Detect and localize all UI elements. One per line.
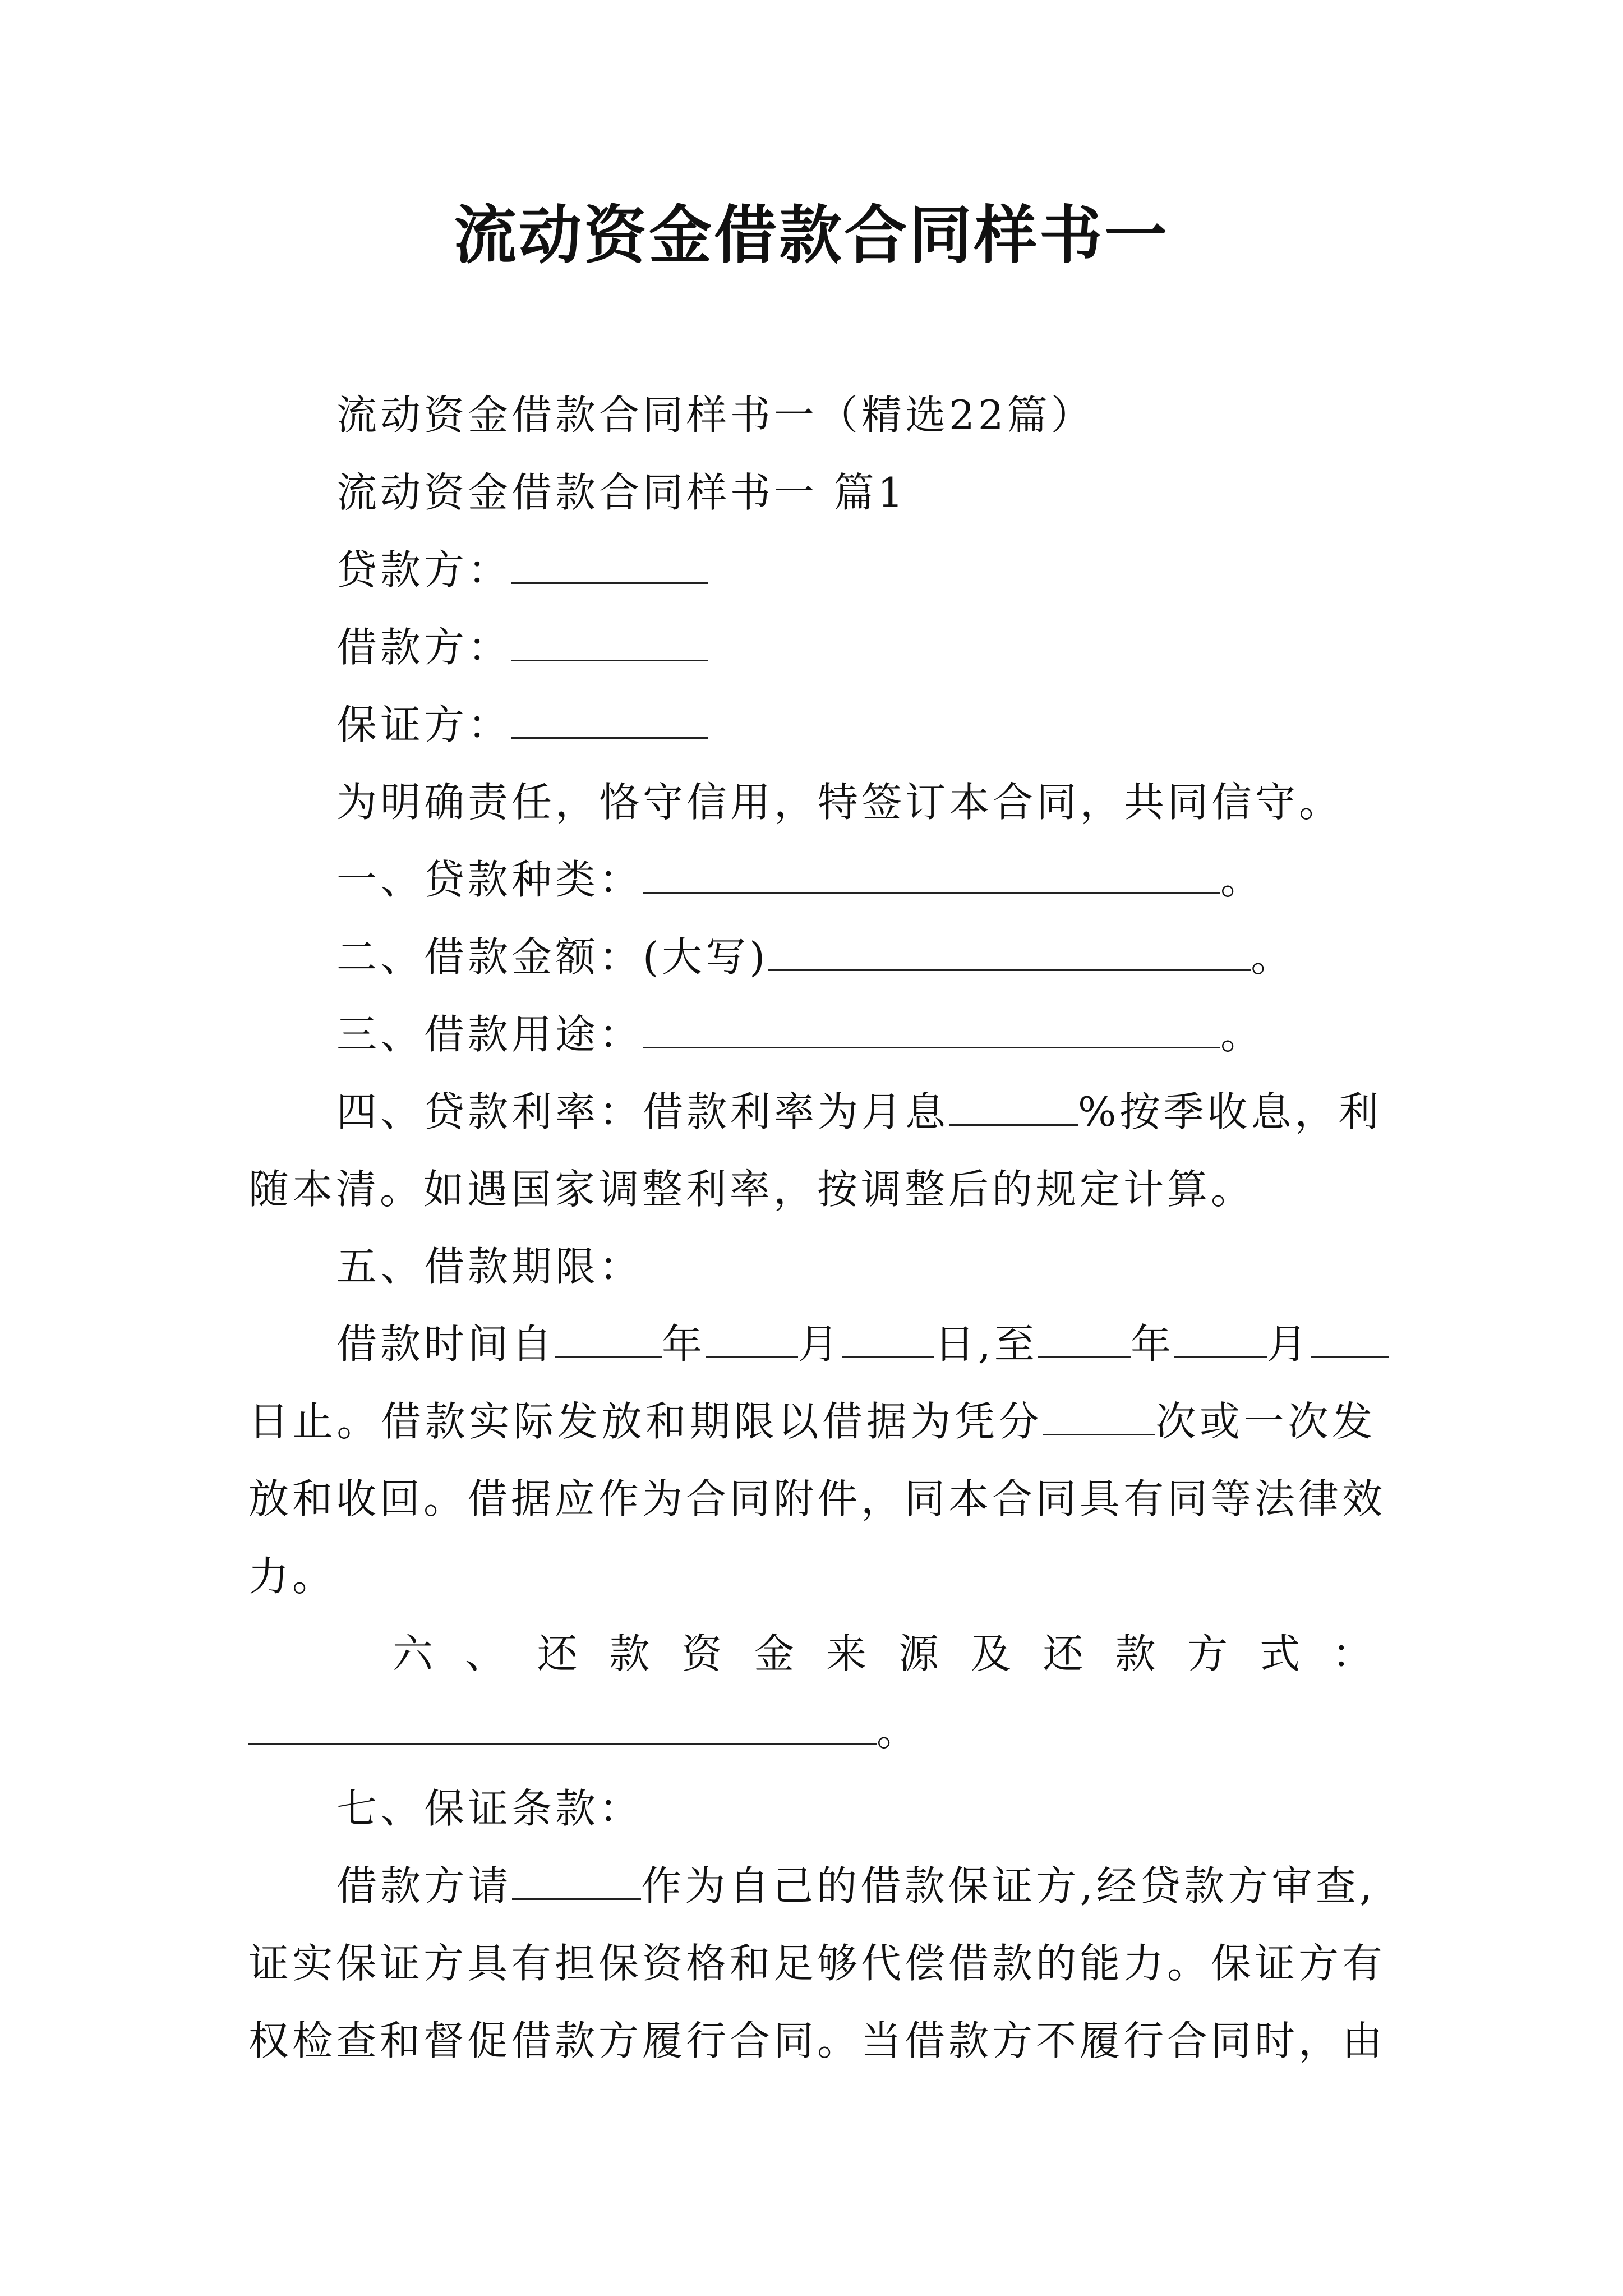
term-disbursement-label-2: 次或一次发 [1155,1398,1376,1445]
start-month-blank[interactable] [706,1323,798,1358]
borrower-label: 借款方： [336,624,512,671]
item-loan-amount [336,929,1294,985]
period: 。 [1220,1011,1265,1058]
item-loan-type-label: 一、贷款种类： [336,856,643,903]
section-heading: 流动资金借款合同样书一 篇1 [336,469,907,516]
guarantor-name-blank[interactable] [512,1865,641,1900]
period: 。 [1220,856,1265,903]
month-label: 月 [798,1320,842,1368]
document-subtitle: 流动资金借款合同样书一（精选22篇） [336,392,1095,439]
month-label: 月 [1266,1320,1311,1368]
end-day-blank[interactable] [1311,1323,1389,1358]
term-end-line: 力。 [248,1553,336,1600]
guarantee-line-3: 权检查和督促借款方履行合同。当借款方不履行合同时，由 [248,2017,1386,2064]
loan-amount-blank[interactable] [768,936,1251,971]
interest-label: 四、贷款利率：借款利率为月息 [336,1088,949,1135]
lender-label: 贷款方： [336,546,512,593]
guarantor-blank[interactable] [511,703,708,739]
guarantor-line [336,697,708,753]
lender-blank[interactable] [511,549,708,584]
item-loan-purpose [336,1006,1264,1062]
end-month-blank[interactable] [1174,1323,1267,1358]
start-day-blank[interactable] [842,1323,934,1358]
document-title: 流动资金借款合同样书一 [454,199,1169,272]
guarantee-label: 借款方请 [336,1862,512,1910]
year-label: 年 [1130,1320,1174,1368]
repayment-line [248,1703,920,1759]
borrower-blank[interactable] [511,626,708,661]
guarantor-label: 保证方： [336,701,512,748]
term-attachment-line: 放和收回。借据应作为合同附件，同本合同具有同等法律效 [248,1475,1386,1522]
item-interest-rate [336,1084,1382,1140]
start-year-blank[interactable] [555,1323,662,1358]
loan-purpose-blank[interactable] [643,1013,1220,1048]
interest-blank[interactable] [949,1091,1078,1126]
interest-label-2: %按季收息，利 [1078,1088,1382,1135]
period: 。 [1251,933,1295,981]
guarantee-line-1 [336,1858,1376,1914]
guarantee-label-2: 作为自己的借款保证方,经贷款方审查, [640,1862,1376,1910]
term-from-label: 借款时间自 [336,1320,556,1368]
item-loan-type [336,852,1264,908]
item-guarantee: 七、保证条款： [336,1785,643,1832]
loan-type-blank[interactable] [643,858,1220,894]
borrower-line [336,619,708,675]
year-label: 年 [662,1320,706,1368]
guarantee-line-2: 证实保证方具有担保资格和足够代偿借款的能力。保证方有 [248,1940,1386,1987]
lender-line [336,542,708,598]
item-loan-purpose-label: 三、借款用途： [336,1011,643,1058]
item-repayment: 六、还款资金来源及还款方式： [393,1630,1376,1677]
end-year-blank[interactable] [1038,1323,1131,1358]
term-disbursement-line [248,1393,1376,1450]
repayment-blank[interactable] [248,1710,877,1745]
period: 。 [877,1708,921,1755]
interest-continued: 随本清。如遇国家调整利率，按调整后的规定计算。 [248,1166,1255,1213]
preamble: 为明确责任，恪守信用，特签订本合同，共同信守。 [336,779,1343,826]
term-disbursement-label: 日止。借款实际发放和期限以借据为凭分 [248,1398,1043,1445]
item-loan-amount-label: 二、借款金额：(大写) [336,933,769,981]
term-dates-line [336,1316,1380,1372]
installments-blank[interactable] [1043,1400,1155,1435]
item-loan-term: 五、借款期限： [336,1243,643,1290]
to-label: 日,至 [934,1320,1038,1368]
